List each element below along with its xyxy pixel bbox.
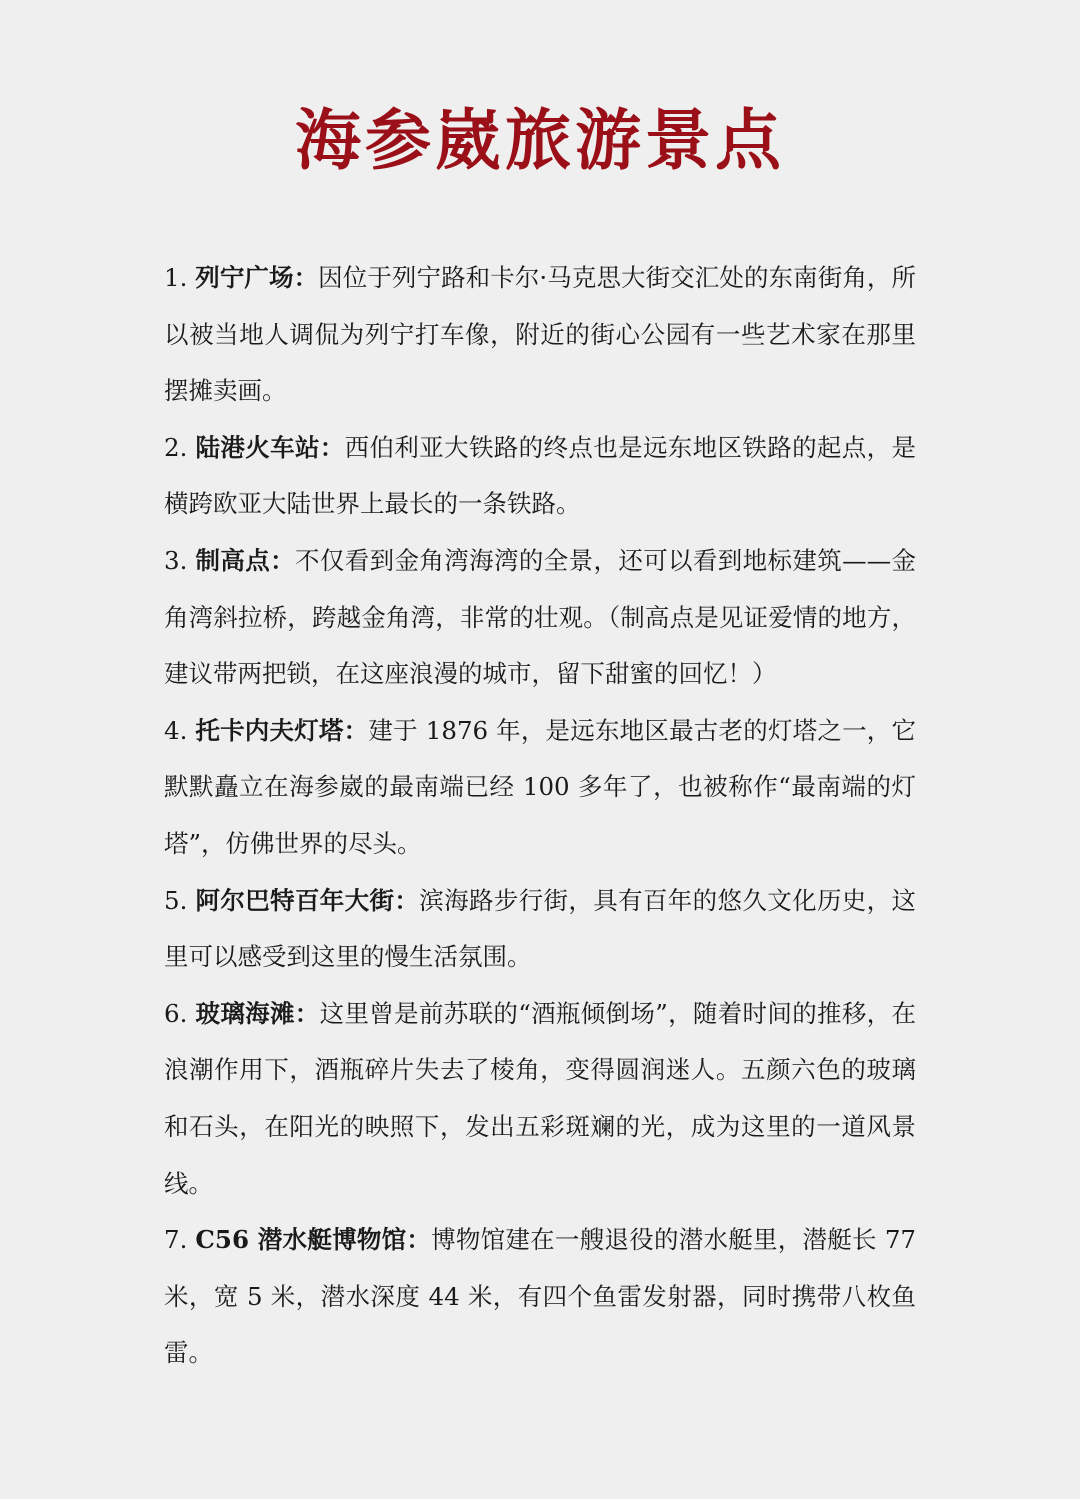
item-description: 这里曾是前苏联的“酒瓶倾倒场”，随着时间的推移，在浪潮作用下，酒瓶碎片失去了棱角，变得圆润迷人。五颜六色的玻璃和石头，在阳光的映照下，发出五彩斑斓的光，成为这里的一道风景线。: [164, 998, 917, 1198]
item-number: 5.: [164, 885, 196, 915]
item-number: 2.: [164, 432, 196, 462]
attraction-item: [164, 250, 916, 420]
item-description: 因位于列宁路和卡尔·马克思大街交汇处的东南街角，所以被当地人调侃为列宁打车像，附近的街心公园有一些艺术家在那里摆摊卖画。: [164, 263, 916, 406]
item-description: 博物馆建在一艘退役的潜水艇里，潜艇长 77 米，宽 5 米，潜水深度 44 米，有四个鱼雷发射器，同时携带八枚鱼雷。: [164, 1225, 916, 1368]
item-name: 玻璃海滩：: [195, 998, 320, 1028]
item-name: 阿尔巴特百年大街：: [195, 885, 420, 915]
attraction-item: [164, 420, 916, 533]
item-description: 不仅看到金角湾海湾的全景，还可以看到地标建筑——金角湾斜拉桥，跨越金角湾，非常的壮观。（制高点是见证爱情的地方，建议带两把锁，在这座浪漫的城市，留下甜蜜的回忆！）: [164, 545, 917, 689]
item-number: 1.: [164, 263, 196, 292]
attraction-list: [164, 250, 916, 1382]
attraction-item: [164, 533, 916, 703]
item-name: 托卡内夫灯塔：: [195, 715, 369, 745]
item-number: 7.: [164, 1225, 196, 1255]
item-description: 建于 1876 年，是远东地区最古老的灯塔之一，它默默矗立在海参崴的最南端已经 100 多年了，也被称作“最南端的灯塔”，仿佛世界的尽头。: [164, 715, 916, 858]
attraction-item: [164, 703, 916, 873]
item-name: 陆港火车站：: [195, 432, 345, 462]
item-description: 滨海路步行街，具有百年的悠久文化历史，这里可以感受到这里的慢生活氛围。: [164, 885, 917, 972]
item-name: C56 潜水艇博物馆：: [195, 1225, 432, 1255]
item-name: 制高点：: [195, 545, 296, 575]
item-description: 西伯利亚大铁路的终点也是远东地区铁路的起点，是横跨欧亚大陆世界上最长的一条铁路。: [164, 432, 917, 519]
attraction-item: [164, 1212, 916, 1382]
item-number: 4.: [164, 715, 196, 745]
page-title: 海参崴旅游景点: [295, 101, 785, 179]
item-number: 6.: [164, 998, 196, 1028]
item-number: 3.: [164, 545, 196, 575]
item-name: 列宁广场：: [195, 263, 319, 292]
attraction-item: [164, 986, 916, 1212]
attraction-item: [164, 873, 916, 986]
